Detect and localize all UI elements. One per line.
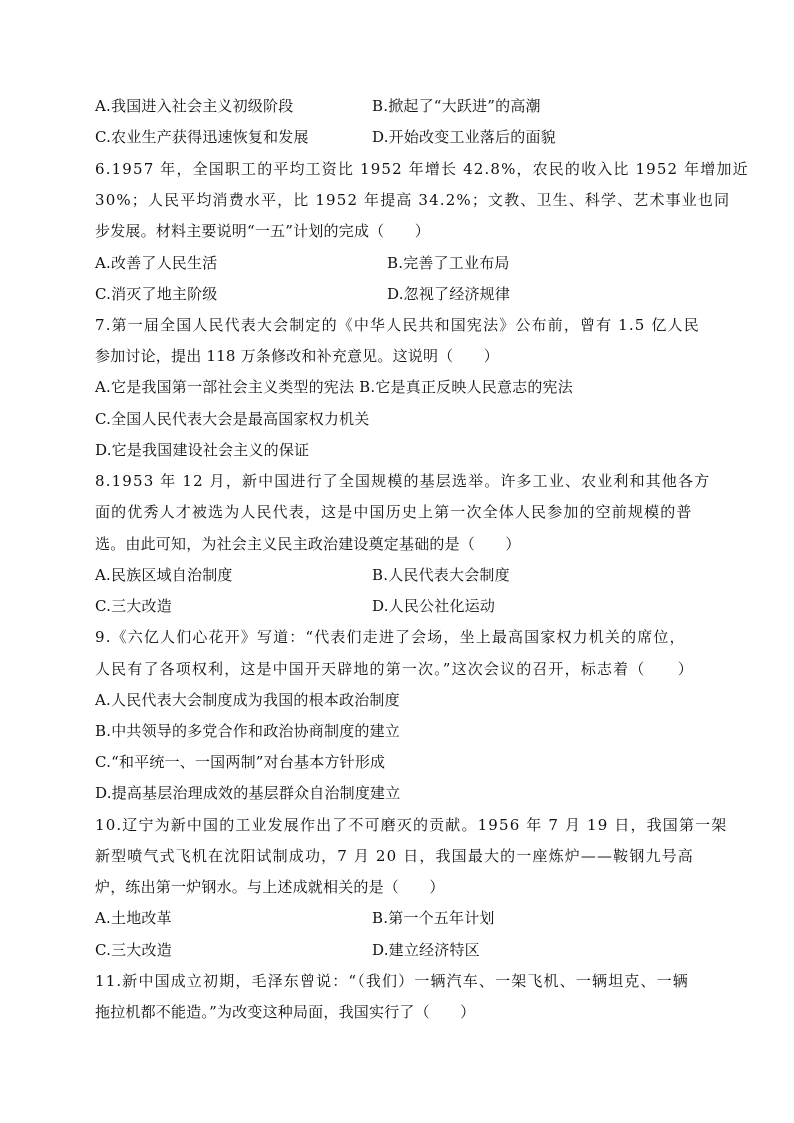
q8-stem-line2: 面的优秀人才被选为人民代表，这是中国历史上第一次全体人民参加的空前规模的普 <box>95 503 693 521</box>
q8-option-d: D.人民公社化运动 <box>372 597 496 615</box>
q10-option-d: D.建立经济特区 <box>372 941 480 959</box>
q8-option-b: B.人民代表大会制度 <box>372 566 510 584</box>
q8-stem-line3: 选。由此可知，为社会主义民主政治建设奠定基础的是（ ） <box>95 535 521 553</box>
q7-option-d: D.它是我国建设社会主义的保证 <box>95 441 310 459</box>
q7-option-c: C.全国人民代表大会是最高国家权力机关 <box>95 410 370 428</box>
q6-option-d: D.忽视了经济规律 <box>387 285 511 303</box>
q9-option-c: C.“和平统一、一国两制”对台基本方针形成 <box>95 753 386 771</box>
q8-stem-line1: 8.1953 年 12 月，新中国进行了全国规模的基层选举。许多工业、农业利和其他各方 <box>95 472 711 490</box>
q11-stem-line2: 拖拉机都不能造。”为改变这种局面，我国实行了（ ） <box>95 1003 476 1021</box>
q9-option-b: B.中共领导的多党合作和政治协商制度的建立 <box>95 722 400 740</box>
q6-option-a: A.改善了人民生活 <box>95 254 218 272</box>
q9-stem-line1: 9.《六亿人们心花开》写道：“代表们走进了会场，坐上最高国家权力机关的席位， <box>95 628 686 646</box>
q10-stem-line3: 炉，练出第一炉钢水。与上述成就相关的是（ ） <box>95 878 445 896</box>
q6-stem-line2: 30%；人民平均消费水平，比 1952 年提高 34.2%；文教、卫生、科学、艺术事业也同 <box>95 191 731 209</box>
q7-stem-line2: 参加讨论，提出 118 万条修改和补充意见。这说明（ ） <box>95 347 499 365</box>
q10-stem-line2: 新型喷气式飞机在沈阳试制成功，7 月 20 日，我国最大的一座炼炉——鞍钢九号高 <box>95 847 694 865</box>
q8-option-a: A.民族区域自治制度 <box>95 566 233 584</box>
q9-option-d: D.提高基层治理成效的基层群众自治制度建立 <box>95 784 401 802</box>
q7-stem-line1: 7.第一届全国人民代表大会制定的《中华人民共和国宪法》公布前，曾有 1.5 亿人民 <box>95 316 700 334</box>
q8-option-c: C.三大改造 <box>95 597 172 615</box>
q6-stem-line1: 6.1957 年，全国职工的平均工资比 1952 年增长 42.8%，农民的收入比 1952 年增加近 <box>95 160 749 178</box>
q9-stem-line2: 人民有了各项权利，这是中国开天辟地的第一次。”这次会议的召开，标志着（ ） <box>95 660 694 678</box>
q5-option-d: D.开始改变工业落后的面貌 <box>372 128 556 146</box>
q6-option-c: C.消灭了地主阶级 <box>95 285 218 303</box>
q5-option-b: B.掀起了“大跃进”的高潮 <box>372 97 541 115</box>
q6-option-b: B.完善了工业布局 <box>387 254 510 272</box>
q10-option-a: A.土地改革 <box>95 909 172 927</box>
q9-option-a: A.人民代表大会制度成为我国的根本政治制度 <box>95 691 400 709</box>
q5-option-a: A.我国进入社会主义初级阶段 <box>95 97 294 115</box>
q6-stem-line3: 步发展。材料主要说明“一五”计划的完成（ ） <box>95 222 430 240</box>
q5-option-c: C.农业生产获得迅速恢复和发展 <box>95 128 309 146</box>
q10-option-b: B.第一个五年计划 <box>372 909 495 927</box>
q10-stem-line1: 10.辽宁为新中国的工业发展作出了不可磨灭的贡献。1956 年 7 月 19 日，我国第一架 <box>95 816 728 834</box>
q11-stem-line1: 11.新中国成立初期，毛泽东曾说：“（我们）一辆汽车、一架飞机、一辆坦克、一辆 <box>95 972 689 990</box>
q10-option-c: C.三大改造 <box>95 941 172 959</box>
q7-option-ab: A.它是我国第一部社会主义类型的宪法 B.它是真正反映人民意志的宪法 <box>95 378 573 396</box>
